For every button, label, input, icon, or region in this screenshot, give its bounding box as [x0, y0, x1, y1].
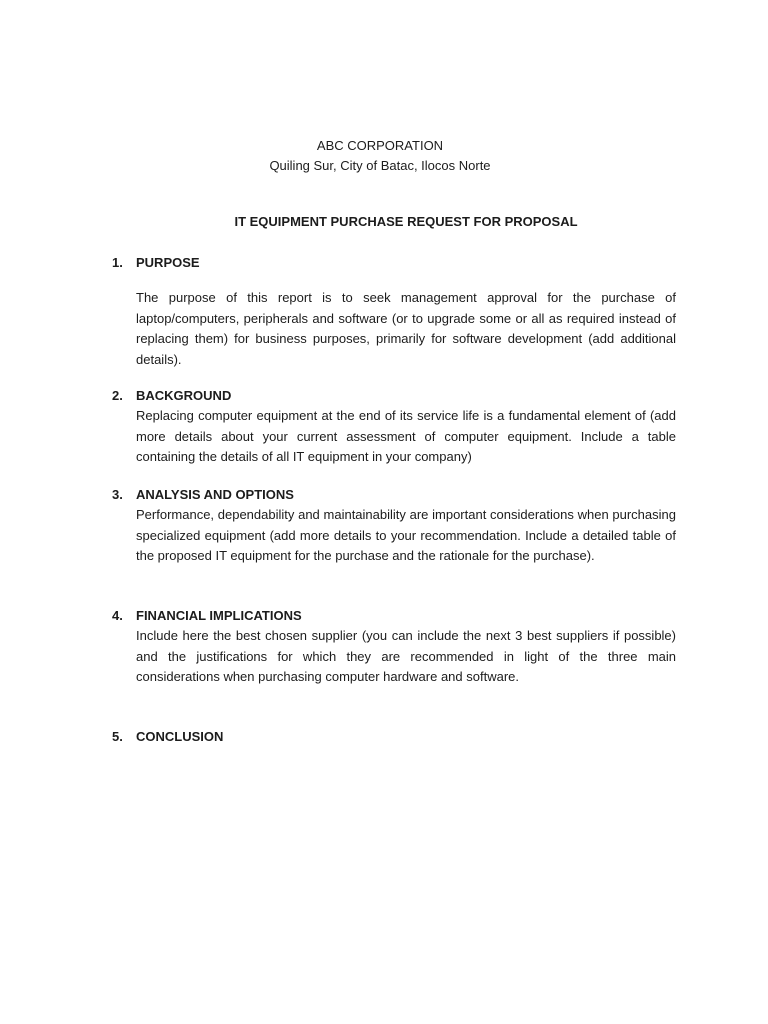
section-number: 4.: [112, 608, 123, 623]
section-body: The purpose of this report is to seek management approval for the purchase of laptop/computers, peripherals and software (or to upgrade some or all as required instead of replacing them) for business purposes, primarily for software development (add additional details).: [136, 290, 676, 367]
section-number: 5.: [112, 729, 123, 744]
section-heading: BACKGROUND: [136, 388, 232, 403]
section-heading: PURPOSE: [136, 255, 200, 270]
document-title: IT EQUIPMENT PURCHASE REQUEST FOR PROPOSAL: [234, 214, 578, 229]
section-number: 1.: [112, 255, 123, 270]
section-body: Replacing computer equipment at the end of its service life is a fundamental element of (add more details about your current assessment of computer equipment. Include a table containing the details of all IT equipment in your company): [136, 408, 676, 464]
section-heading: ANALYSIS AND OPTIONS: [136, 487, 294, 502]
section-heading: FINANCIAL IMPLICATIONS: [136, 608, 302, 623]
section-heading: CONCLUSION: [136, 729, 224, 744]
organization-name: ABC CORPORATION: [316, 138, 444, 153]
section-body: Include here the best chosen supplier (you can include the next 3 best suppliers if possible) and the justifications for which they are recommended in light of the three main considerations when purchasing computer hardware and software.: [136, 628, 676, 684]
section-body: Performance, dependability and maintainability are important considerations when purchasing specialized equipment (add more details to your recommendation. Include a detailed table of the proposed IT equipment for the purchase and the rationale for the purchase).: [136, 507, 676, 563]
organization-address: Quiling Sur, City of Batac, Ilocos Norte: [269, 158, 491, 173]
section-number: 2.: [112, 388, 123, 403]
section-number: 3.: [112, 487, 123, 502]
